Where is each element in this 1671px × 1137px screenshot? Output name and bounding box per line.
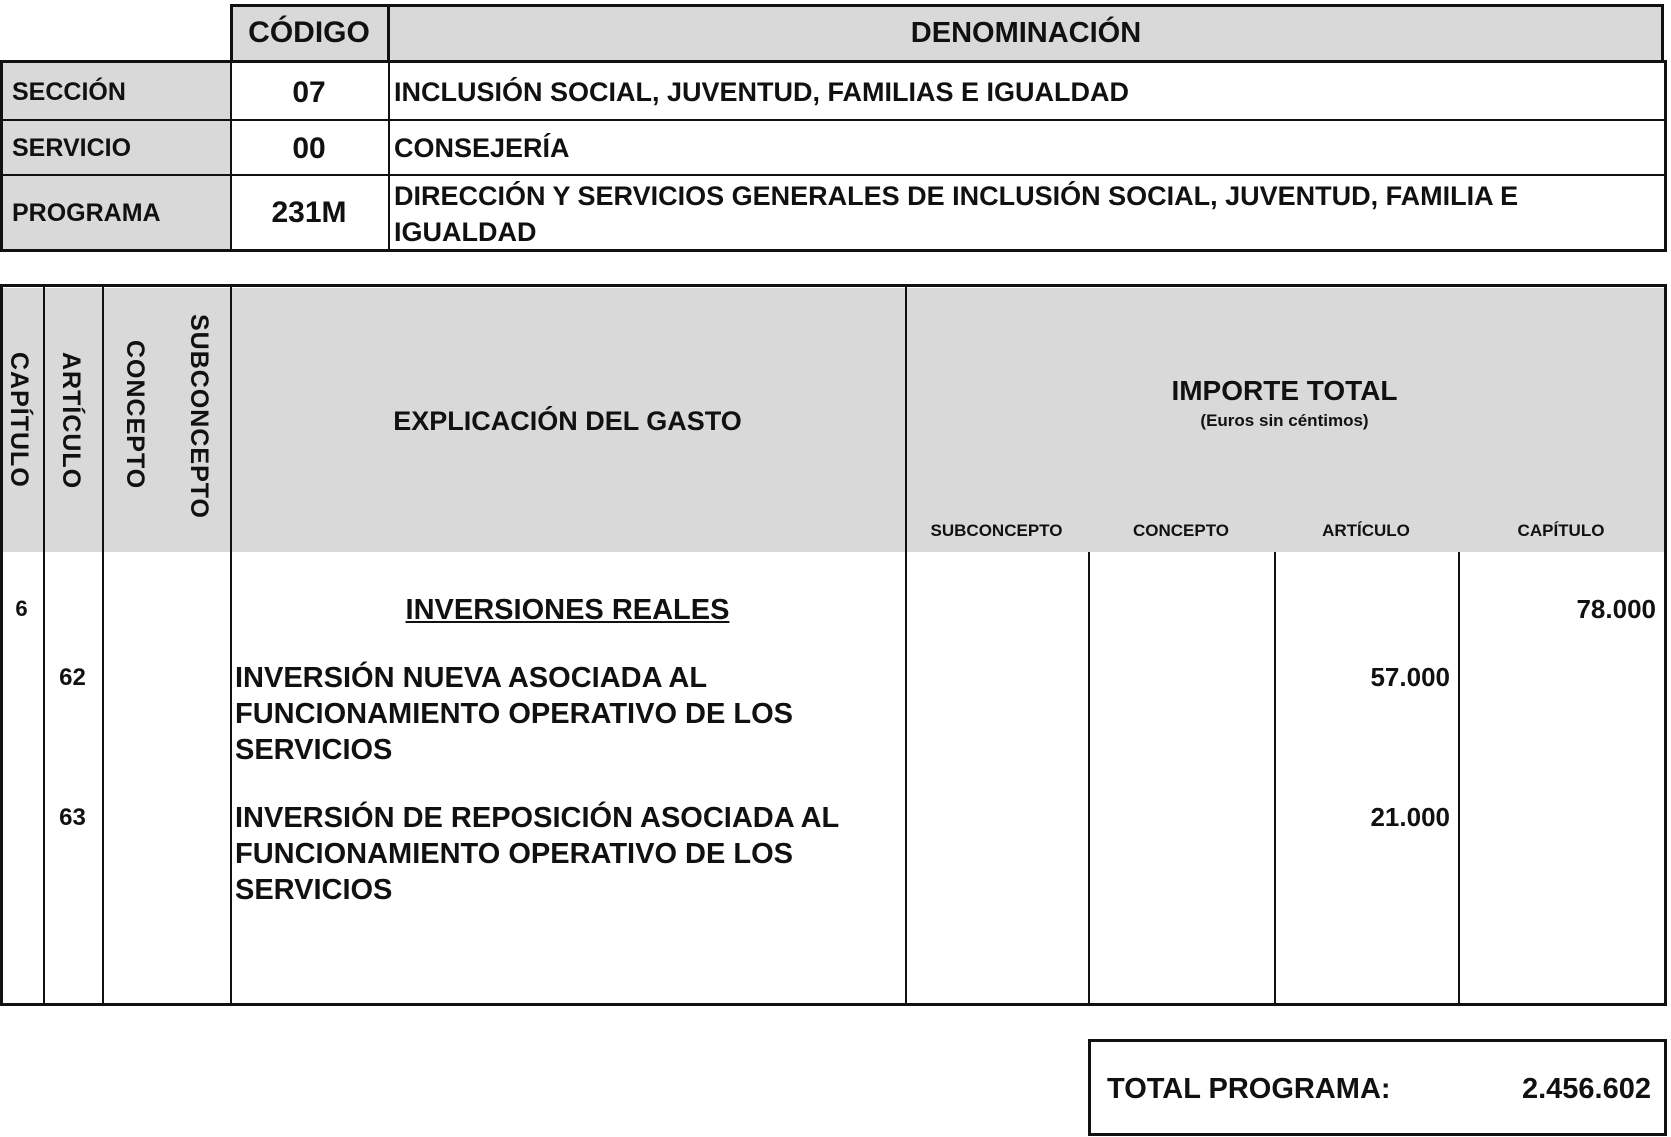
row-code: 00 [292,132,326,165]
subcol-concepto: CONCEPTO [1132,521,1230,540]
row-text: INVERSIÓN NUEVA ASOCIADA AL FUNCIONAMIENTO OPERATIVO DE LOS SERVICIOS [235,662,794,766]
divider [0,174,1666,176]
articulo-code: 62 [59,664,86,691]
denominacion-header-label: DENOMINACIÓN [910,17,1142,49]
divider [0,119,1666,121]
row-code: 07 [292,76,326,109]
divider [230,286,232,1004]
divider [388,4,390,250]
divider [1274,552,1276,1004]
col-concepto: CONCEPTO [121,340,149,490]
col-capitulo: CAPÍTULO [5,352,33,488]
codigo-header-label: CÓDIGO [248,16,370,49]
col-articulo: ARTÍCULO [57,352,85,490]
row-label: PROGRAMA [12,199,161,227]
importe-title: IMPORTE TOTAL [1171,375,1398,406]
amount-articulo: 57.000 [1370,662,1450,692]
row-label: SERVICIO [12,134,132,162]
subcol-capitulo: CAPÍTULO [1517,521,1605,540]
row-name: INCLUSIÓN SOCIAL, JUVENTUD, FAMILIAS E IGUALDAD [394,77,1130,107]
row-name: DIRECCIÓN Y SERVICIOS GENERALES DE INCLUSIÓN SOCIAL, JUVENTUD, FAMILIA E IGUALDAD [394,181,1519,247]
amount-capitulo: 78.000 [1576,594,1656,624]
row-label: SECCIÓN [12,78,126,106]
row-code: 231M [271,196,347,229]
amount-articulo: 21.000 [1370,802,1450,832]
subcol-subconcepto: SUBCONCEPTO [930,521,1063,540]
divider [43,286,45,1004]
subcol-articulo: ARTÍCULO [1322,521,1410,540]
divider [102,286,104,1004]
importe-subtitle: (Euros sin céntimos) [1200,411,1369,430]
articulo-code: 63 [59,804,86,831]
total-label: TOTAL PROGRAMA: [1107,1073,1391,1105]
row-text: INVERSIÓN DE REPOSICIÓN ASOCIADA AL FUNCIONAMIENTO OPERATIVO DE LOS SERVICIOS [235,802,839,906]
total-value: 2.456.602 [1521,1073,1651,1105]
divider [1088,552,1090,1004]
col-subconcepto: SUBCONCEPTO [185,314,213,520]
row-text: INVERSIONES REALES [405,594,730,626]
row-name: CONSEJERÍA [394,133,570,163]
capitulo-code: 6 [15,596,28,621]
divider [1458,552,1460,1004]
col-explicacion: EXPLICACIÓN DEL GASTO [393,406,742,436]
